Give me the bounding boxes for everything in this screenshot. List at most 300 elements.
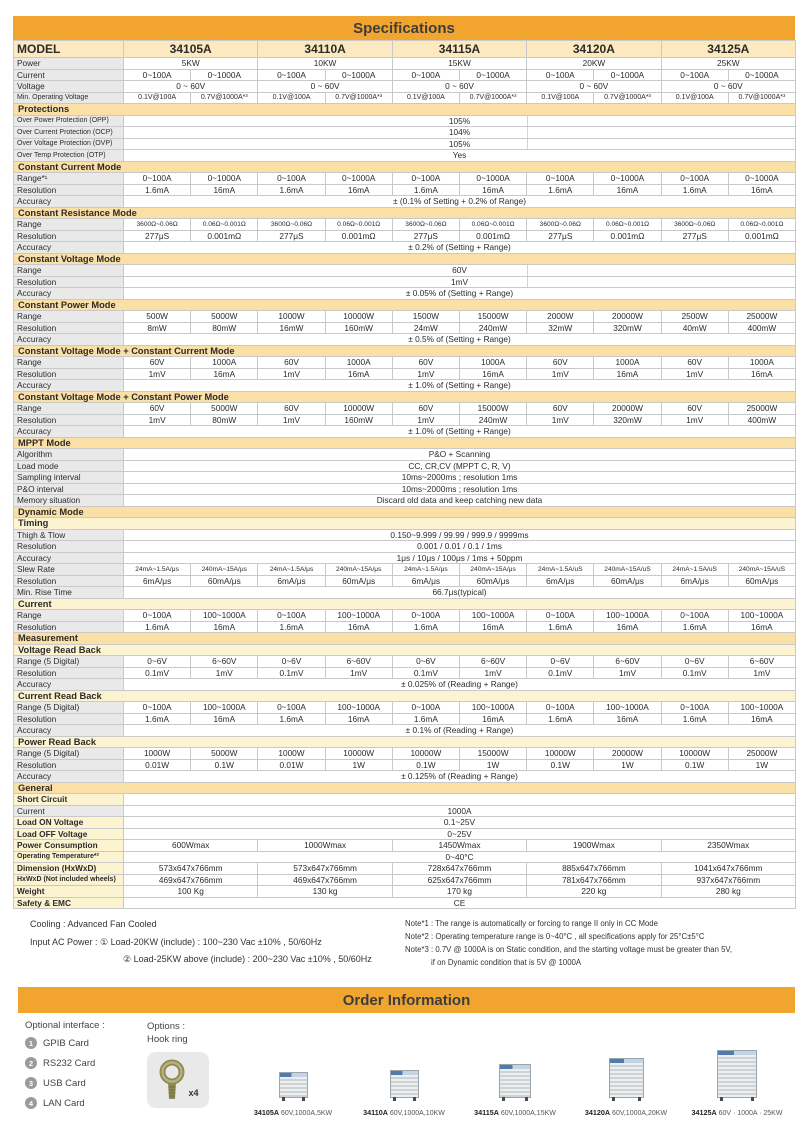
model-name: 34125A xyxy=(662,41,796,58)
spec-cell: 1500W xyxy=(393,311,460,323)
spec-row xyxy=(14,829,796,841)
spec-row xyxy=(14,610,796,622)
spec-cell: 3600Ω~0.06Ω xyxy=(662,219,729,231)
interface-card-label: RS232 Card xyxy=(43,1057,96,1069)
spec-cell: 0.06Ω~0.001Ω xyxy=(191,219,258,231)
ac-power-line: Input AC Power : ① Load-20KW (include) : 100~230 Vac ±10% , 50/60Hz xyxy=(30,937,322,947)
spec-row xyxy=(14,70,796,82)
section-header xyxy=(14,783,796,795)
spec-cell: ± 0.025% of (Reading + Range) xyxy=(124,679,796,691)
spec-cell: 1.6mA xyxy=(393,622,460,634)
row-label: Sampling interval xyxy=(14,472,124,484)
spec-cell: 0.1V@100A xyxy=(393,93,460,105)
number-badge-icon: 3 xyxy=(25,1077,37,1089)
spec-cell: 3600Ω~0.06Ω xyxy=(124,219,191,231)
spec-cell: 0~100A xyxy=(258,702,325,714)
spec-cell: 10000W xyxy=(326,748,393,760)
row-label: Resolution xyxy=(14,415,124,427)
spec-cell: 240mW xyxy=(460,415,527,427)
spec-cell: 0~6V xyxy=(393,656,460,668)
spec-row xyxy=(14,93,796,105)
row-label: Resolution xyxy=(14,277,124,289)
spec-cell: 0.06Ω~0.001Ω xyxy=(460,219,527,231)
spec-row xyxy=(14,288,796,300)
spec-cell: 24mA~1.5A/μs xyxy=(393,564,460,576)
spec-cell: 0.001mΩ xyxy=(460,231,527,243)
spec-cell: 1.6mA xyxy=(527,714,594,726)
spec-row xyxy=(14,265,796,277)
spec-sheet-page xyxy=(0,16,808,1142)
spec-row xyxy=(14,484,796,496)
row-label: Operating Temperature*² xyxy=(14,852,124,864)
spec-row xyxy=(14,748,796,760)
section-header xyxy=(14,346,796,358)
spec-cell: 240mA~15A/uS xyxy=(729,564,796,576)
row-label: Short Circuit xyxy=(14,794,124,806)
product-model: 34120A xyxy=(584,1108,611,1117)
subsection-header xyxy=(14,645,796,657)
spec-cell: P&O + Scanning xyxy=(124,449,796,461)
spec-cell: 16mA xyxy=(729,185,796,197)
section-title: Constant Current Mode xyxy=(14,162,796,174)
row-label: Min. Operating Voltage xyxy=(14,93,124,105)
spec-cell: 500W xyxy=(124,311,191,323)
spec-cell: 0~100A xyxy=(258,173,325,185)
spec-cell: 16mA xyxy=(460,714,527,726)
row-label: Accuracy xyxy=(14,288,124,300)
row-label: Thigh & Tlow xyxy=(14,530,124,542)
spec-cell: 0.1mV xyxy=(527,668,594,680)
section-title: Current Read Back xyxy=(14,691,796,703)
spec-cell: 1mV xyxy=(527,415,594,427)
spec-row xyxy=(14,725,796,737)
spec-cell: 0~25V xyxy=(124,829,796,841)
spec-cell: 10ms~2000ms ; resolution 1ms xyxy=(124,472,796,484)
row-label: MODEL xyxy=(14,41,124,58)
cabinet-foot xyxy=(413,1097,416,1101)
section-header xyxy=(14,633,796,645)
options-item: Hook ring xyxy=(147,1034,188,1045)
spec-row xyxy=(14,127,796,139)
order-information-title: Order Information xyxy=(342,991,471,1009)
spec-cell: 1mV xyxy=(662,415,729,427)
spec-cell: 5KW xyxy=(124,58,258,70)
spec-row xyxy=(14,863,796,875)
cabinet-foot xyxy=(638,1097,641,1101)
row-label: Power Consumption xyxy=(14,840,124,852)
spec-cell: 0.7V@1000A*³ xyxy=(460,93,527,105)
spec-cell: 100~1000A xyxy=(326,610,393,622)
spec-cell: 10000W xyxy=(326,311,393,323)
spec-cell: 1.6mA xyxy=(393,714,460,726)
row-label: Resolution xyxy=(14,576,124,588)
spec-cell: 100~1000A xyxy=(594,610,661,622)
row-label: Over Voltage Protection (OVP) xyxy=(14,139,124,151)
spec-cell: 25000W xyxy=(729,748,796,760)
row-label: Range*¹ xyxy=(14,173,124,185)
subsection-header xyxy=(14,737,796,749)
spec-row xyxy=(14,806,796,818)
spec-cell: 1.6mA xyxy=(527,622,594,634)
spec-cell: 1W xyxy=(594,760,661,772)
hook-ring-icon xyxy=(157,1059,187,1101)
options-label: Options : xyxy=(147,1021,186,1032)
spec-row xyxy=(14,334,796,346)
number-badge-icon: 2 xyxy=(25,1057,37,1069)
spec-cell: 16mA xyxy=(729,369,796,381)
model-name: 34120A xyxy=(527,41,661,58)
spec-cell: 0~100A xyxy=(527,702,594,714)
spec-cell: 100~1000A xyxy=(594,702,661,714)
spec-cell: 0~100A xyxy=(258,70,325,82)
spec-cell: 1W xyxy=(729,760,796,772)
spec-cell: 469x647x766mm xyxy=(258,875,392,887)
spec-row xyxy=(14,668,796,680)
row-label: Range xyxy=(14,357,124,369)
spec-cell: 277μS xyxy=(124,231,191,243)
row-label: Current xyxy=(14,806,124,818)
spec-cell: 6~60V xyxy=(729,656,796,668)
spec-cell: 16mA xyxy=(326,622,393,634)
spec-cell: 60V xyxy=(662,403,729,415)
spec-cell: 0~100A xyxy=(662,70,729,82)
spec-cell: 0.01W xyxy=(124,760,191,772)
spec-cell: 573x647x766mm xyxy=(258,863,392,875)
row-label: Over Temp Protection (OTP) xyxy=(14,150,124,162)
spec-cell: 24mA~1.5A/μs xyxy=(258,564,325,576)
cabinet-image xyxy=(279,1072,308,1098)
spec-cell: CE xyxy=(124,898,796,910)
row-label: Range xyxy=(14,265,124,277)
spec-cell: 1000Wmax xyxy=(258,840,392,852)
row-label: Range (5 Digital) xyxy=(14,748,124,760)
cabinet-foot xyxy=(393,1097,396,1101)
number-badge-icon: 1 xyxy=(25,1037,37,1049)
spec-cell: 16mA xyxy=(326,185,393,197)
spec-cell: 0 ~ 60V xyxy=(124,81,258,93)
spec-cell: 277μS xyxy=(662,231,729,243)
hook-ring-quantity: x4 xyxy=(188,1088,199,1098)
model-name: 34105A xyxy=(124,41,258,58)
spec-row xyxy=(14,449,796,461)
spec-row xyxy=(14,587,796,599)
interface-card-label: USB Card xyxy=(43,1077,86,1089)
spec-cell: 20KW xyxy=(527,58,661,70)
spec-row xyxy=(14,472,796,484)
cabinet-display-strip xyxy=(718,1051,756,1055)
spec-cell: 100~1000A xyxy=(729,702,796,714)
row-label: Range (5 Digital) xyxy=(14,656,124,668)
spec-cell: 1000W xyxy=(258,311,325,323)
spec-cell: ± 0.1% of (Reading + Range) xyxy=(124,725,796,737)
spec-cell: 0.1V@100A xyxy=(124,93,191,105)
spec-cell: 66.7μs(typical) xyxy=(124,587,796,599)
section-title: Constant Voltage Mode xyxy=(14,254,796,266)
spec-cell: 16mA xyxy=(594,714,661,726)
spec-cell: 6~60V xyxy=(326,656,393,668)
spec-row xyxy=(14,794,796,806)
row-label: Current xyxy=(14,70,124,82)
spec-cell: 80mW xyxy=(191,323,258,335)
row-label: Over Power Protection (OPP) xyxy=(14,116,124,128)
spec-cell: 60V xyxy=(393,357,460,369)
spec-cell: CC, CR,CV (MPPT C, R, V) xyxy=(124,461,796,473)
spec-cell: 1000W xyxy=(258,748,325,760)
product-item xyxy=(463,1020,567,1117)
cabinet-image xyxy=(499,1064,531,1098)
spec-cell: 277μS xyxy=(527,231,594,243)
spec-cell: 1000A xyxy=(460,357,527,369)
spec-cell: 16mA xyxy=(594,369,661,381)
spec-cell: 0~1000A xyxy=(729,173,796,185)
spec-cell: 60V xyxy=(124,357,191,369)
spec-cell: 0~1000A xyxy=(460,70,527,82)
spec-row xyxy=(14,875,796,887)
section-header xyxy=(14,104,796,116)
cabinet-image xyxy=(717,1050,757,1098)
section-header xyxy=(14,254,796,266)
spec-cell: 6~60V xyxy=(460,656,527,668)
spec-cell: 10ms~2000ms ; resolution 1ms xyxy=(124,484,796,496)
spec-cell: 400mW xyxy=(729,415,796,427)
spec-cell: 24mW xyxy=(393,323,460,335)
spec-cell: 1μs / 10μs / 100μs / 1ms + 50ppm xyxy=(124,553,796,565)
spec-cell: 160mW xyxy=(326,415,393,427)
spec-cell: 573x647x766mm xyxy=(124,863,258,875)
subsection-header xyxy=(14,599,796,611)
spec-cell: 20000W xyxy=(594,311,661,323)
spec-cell: 0~1000A xyxy=(460,173,527,185)
spec-cell: 6~60V xyxy=(594,656,661,668)
spec-cell: 16mA xyxy=(191,622,258,634)
spec-cell: 0~1000A xyxy=(326,70,393,82)
product-item xyxy=(241,1020,345,1117)
spec-cell: 885x647x766mm xyxy=(527,863,661,875)
row-label: Resolution xyxy=(14,231,124,243)
cabinet-foot xyxy=(751,1097,754,1101)
spec-cell: 1.6mA xyxy=(124,185,191,197)
spec-cell: 0.1V@100A xyxy=(527,93,594,105)
spec-row xyxy=(14,150,796,162)
cabinet-foot xyxy=(282,1097,285,1101)
spec-cell: 0~100A xyxy=(393,702,460,714)
product-lineup xyxy=(227,1020,795,1117)
section-header xyxy=(14,438,796,450)
spec-cell: 60V xyxy=(258,403,325,415)
specifications-table xyxy=(13,40,796,909)
section-header xyxy=(14,392,796,404)
row-label: Range (5 Digital) xyxy=(14,702,124,714)
spec-cell: 0.06Ω~0.001Ω xyxy=(326,219,393,231)
spec-cell: 60V xyxy=(527,357,594,369)
spec-cell: 781x647x766mm xyxy=(527,875,661,887)
spec-cell: 60mA/μs xyxy=(729,576,796,588)
product-caption: 34125A 60V · 1000A · 25KW xyxy=(691,1108,783,1117)
model-name: 34115A xyxy=(393,41,527,58)
spec-cell: 1W xyxy=(326,760,393,772)
spec-cell: 0.1mV xyxy=(393,668,460,680)
spec-cell: 3600Ω~0.06Ω xyxy=(393,219,460,231)
spec-cell: 6mA/μs xyxy=(527,576,594,588)
spec-row xyxy=(14,173,796,185)
interface-card-label: LAN Card xyxy=(43,1097,85,1109)
spec-cell: 1mV xyxy=(393,369,460,381)
spec-cell: 0~100A xyxy=(393,173,460,185)
row-label: HxWxD (Not included wheels) xyxy=(14,875,124,887)
spec-cell: 1.6mA xyxy=(258,714,325,726)
spec-cell: 0~100A xyxy=(124,70,191,82)
spec-cell: 16mA xyxy=(594,622,661,634)
spec-cell: 15KW xyxy=(393,58,527,70)
spec-cell: 1450Wmax xyxy=(393,840,527,852)
product-caption: 34110A 60V,1000A,10KW xyxy=(363,1108,445,1117)
spec-cell: 240mA~15A/μs xyxy=(326,564,393,576)
spec-cell: Discard old data and keep catching new data xyxy=(124,495,796,507)
cabinet-display-strip xyxy=(391,1071,418,1075)
spec-cell: 937x647x766mm xyxy=(662,875,796,887)
row-label: Accuracy xyxy=(14,242,124,254)
section-title: Current xyxy=(14,599,796,611)
spec-cell: 170 kg xyxy=(393,886,527,898)
section-title: Power Read Back xyxy=(14,737,796,749)
row-label: Range xyxy=(14,403,124,415)
spec-cell: 320mW xyxy=(594,415,661,427)
spec-cell: 0.001mΩ xyxy=(729,231,796,243)
spec-cell: 0~100A xyxy=(124,702,191,714)
row-label: Power xyxy=(14,58,124,70)
section-title: Protections xyxy=(14,104,796,116)
spec-cell: ± 0.5% of (Setting + Range) xyxy=(124,334,796,346)
cabinet-foot xyxy=(720,1097,723,1101)
spec-cell: 100~1000A xyxy=(191,702,258,714)
spec-cell: 0~1000A xyxy=(729,70,796,82)
spec-cell: 60V xyxy=(393,403,460,415)
spec-row xyxy=(14,185,796,197)
spec-cell: 2500W xyxy=(662,311,729,323)
spec-cell: 0~1000A xyxy=(191,173,258,185)
row-label: Memory situation xyxy=(14,495,124,507)
spec-cell: ± 1.0% of (Setting + Range) xyxy=(124,380,796,392)
spec-cell: 1000A xyxy=(191,357,258,369)
row-label: Safety & EMC xyxy=(14,898,124,910)
spec-row xyxy=(14,242,796,254)
subsection-header xyxy=(14,518,796,530)
spec-cell: 6~60V xyxy=(191,656,258,668)
spec-cell: 0 ~ 60V xyxy=(527,81,661,93)
section-title: Measurement xyxy=(14,633,796,645)
spec-cell: 0~6V xyxy=(662,656,729,668)
spec-row xyxy=(14,564,796,576)
input-ac-power-note xyxy=(30,937,405,965)
spec-cell: 0~1000A xyxy=(594,70,661,82)
spec-row xyxy=(14,760,796,772)
subsection-header xyxy=(14,691,796,703)
spec-cell: 0.1~25V xyxy=(124,817,796,829)
spec-cell: 1mV xyxy=(729,668,796,680)
spec-cell: 80mW xyxy=(191,415,258,427)
spec-row xyxy=(14,898,796,910)
spec-cell: 100~1000A xyxy=(326,702,393,714)
spec-row xyxy=(14,576,796,588)
row-label: Accuracy xyxy=(14,196,124,208)
spec-row xyxy=(14,714,796,726)
spec-cell: 728x647x766mm xyxy=(393,863,527,875)
spec-row xyxy=(14,461,796,473)
spec-cell: 0.1V@100A xyxy=(258,93,325,105)
spec-cell: ± 0.2% of (Setting + Range) xyxy=(124,242,796,254)
spec-cell: 0~40°C xyxy=(124,852,796,864)
spec-cell: 0~100A xyxy=(662,702,729,714)
spec-cell: 0~100A xyxy=(258,610,325,622)
row-label: Resolution xyxy=(14,622,124,634)
spec-cell: 40mW xyxy=(662,323,729,335)
spec-cell: 277μS xyxy=(393,231,460,243)
hook-ring-image xyxy=(147,1052,209,1108)
spec-cell: 1.6mA xyxy=(124,622,191,634)
spec-cell: 0 ~ 60V xyxy=(258,81,392,93)
spec-cell: 105% xyxy=(124,116,796,128)
cabinet-image xyxy=(609,1058,644,1098)
spec-cell: 1W xyxy=(460,760,527,772)
spec-cell: 277μS xyxy=(258,231,325,243)
cabinet-foot xyxy=(525,1097,528,1101)
product-model: 34105A xyxy=(253,1108,280,1117)
row-label: Range xyxy=(14,311,124,323)
options-column xyxy=(147,1020,227,1117)
footnotes-left xyxy=(13,911,405,985)
spec-cell: 8mW xyxy=(124,323,191,335)
spec-cell: 1mV xyxy=(124,369,191,381)
spec-cell: 60V xyxy=(124,403,191,415)
spec-cell: 3600Ω~0.06Ω xyxy=(527,219,594,231)
spec-row xyxy=(14,415,796,427)
spec-cell: 0~100A xyxy=(527,173,594,185)
spec-cell: 2000W xyxy=(527,311,594,323)
spec-row xyxy=(14,530,796,542)
spec-row xyxy=(14,231,796,243)
spec-cell: 100 Kg xyxy=(124,886,258,898)
spec-cell: 0~6V xyxy=(527,656,594,668)
note-line: Note*1 : The range is automatically or forcing to range II only in CC Mode xyxy=(405,919,658,928)
spec-cell: 0.7V@1000A*³ xyxy=(729,93,796,105)
spec-row xyxy=(14,369,796,381)
spec-cell: 1mV xyxy=(124,415,191,427)
product-caption: 34105A 60V,1000A,5KW xyxy=(253,1108,333,1117)
spec-row xyxy=(14,817,796,829)
spec-cell: 0.001mΩ xyxy=(326,231,393,243)
spec-cell: 16mA xyxy=(191,369,258,381)
optional-interface-label: Optional interface : xyxy=(25,1020,105,1031)
row-label: Weight xyxy=(14,886,124,898)
spec-row xyxy=(14,196,796,208)
spec-cell: 0.7V@1000A*³ xyxy=(594,93,661,105)
spec-row xyxy=(14,403,796,415)
spec-row xyxy=(14,380,796,392)
spec-cell: 1000A xyxy=(729,357,796,369)
spec-cell: 25KW xyxy=(662,58,796,70)
note-line: if on Dynamic condition that is 5V @ 1000A xyxy=(431,958,582,967)
spec-cell: 5000W xyxy=(191,311,258,323)
spec-row xyxy=(14,622,796,634)
spec-cell: 0.7V@1000A*³ xyxy=(326,93,393,105)
spec-cell: Yes xyxy=(124,150,796,162)
row-label: Resolution xyxy=(14,541,124,553)
spec-cell: 104% xyxy=(124,127,796,139)
section-title: MPPT Mode xyxy=(14,438,796,450)
spec-row xyxy=(14,81,796,93)
number-badge-icon: 4 xyxy=(25,1097,37,1109)
spec-row xyxy=(14,323,796,335)
